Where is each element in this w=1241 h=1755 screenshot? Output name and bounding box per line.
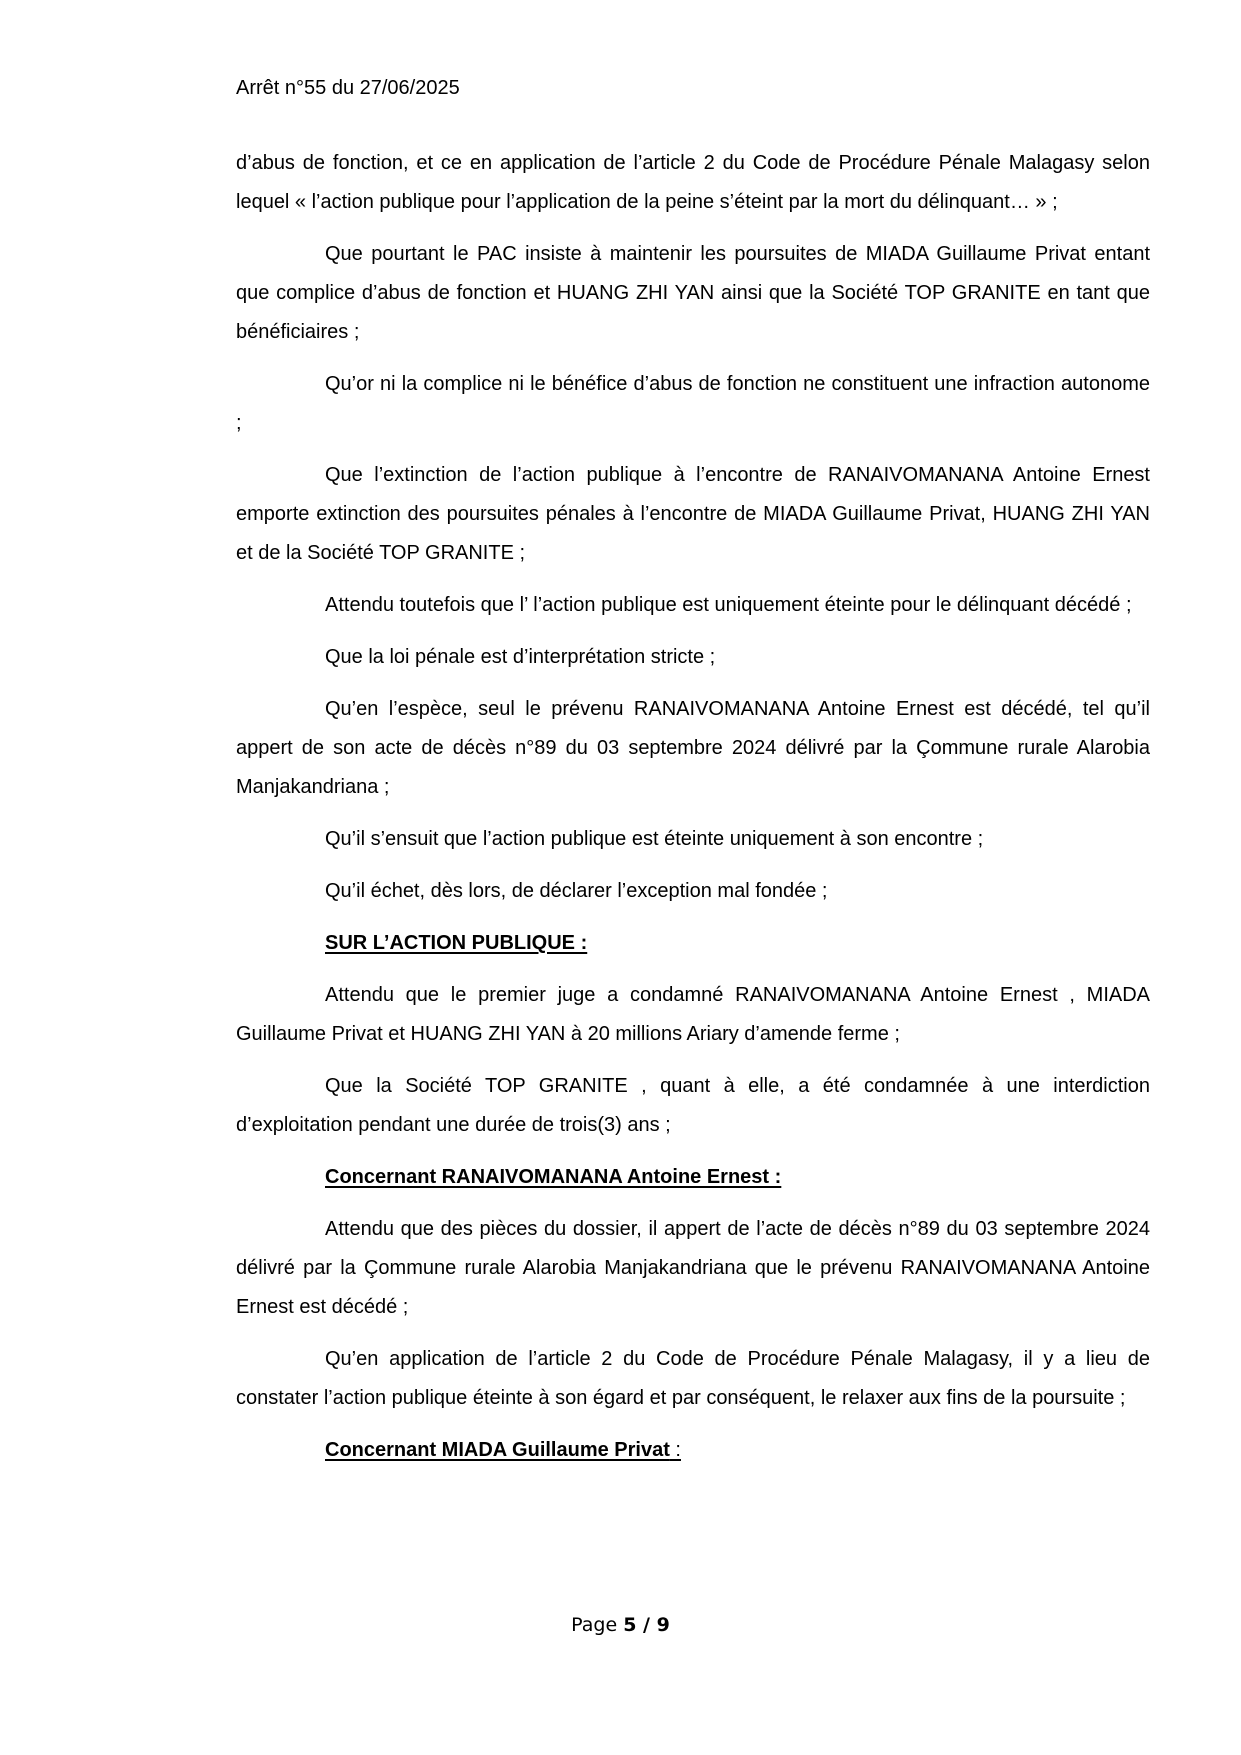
page-label: Page — [571, 1614, 624, 1636]
paragraph: Qu’il échet, dès lors, de déclarer l’exception mal fondée ; — [325, 880, 828, 902]
paragraph: Que la Société TOP GRANITE , quant à elle, a été condamnée à une interdiction d’exploitation pendant une durée de trois(3) ans ; — [236, 1075, 1150, 1136]
page-current: 5 — [623, 1614, 637, 1636]
section-heading-text: SUR L’ACTION PUBLIQUE : — [325, 932, 588, 954]
paragraph: Qu’en application de l’article 2 du Code de Procédure Pénale Malagasy, il y a lieu de constater l’action publique éteinte à son égard et par conséquent, le relaxer aux fins de la poursuite ; — [236, 1348, 1150, 1409]
subsection-heading — [236, 1431, 1150, 1470]
section-heading — [236, 924, 1150, 963]
paragraph: Attendu que le premier juge a condamné RANAIVOMANANA Antoine Ernest , MIADA Guillaume Privat et HUANG ZHI YAN à 20 millions Ariary d’amende ferme ; — [236, 984, 1150, 1045]
page-total: 9 — [656, 1614, 670, 1636]
paragraph: Que la loi pénale est d’interprétation stricte ; — [325, 646, 716, 668]
paragraph: d’abus de fonction, et ce en application de l’article 2 du Code de Procédure Pénale Malagasy selon lequel « l’action publique pour l’application de la peine s’éteint par la mort du délinquant… » ; — [236, 152, 1150, 213]
subsection-heading — [236, 1158, 1150, 1197]
paragraph: Attendu toutefois que l’ l’action publique est uniquement éteinte pour le délinquant décédé ; — [325, 594, 1132, 616]
page-separator: / — [636, 1614, 657, 1636]
paragraph: Qu’il s’ensuit que l’action publique est éteinte uniquement à son encontre ; — [325, 828, 984, 850]
paragraph: Qu’or ni la complice ni le bénéfice d’abus de fonction ne constituent une infraction autonome ; — [236, 373, 1150, 434]
document-body — [236, 144, 1150, 1483]
paragraph: Que pourtant le PAC insiste à maintenir les poursuites de MIADA Guillaume Privat entant que complice d’abus de fonction et HUANG ZHI YAN ainsi que la Société TOP GRANITE en tant que bénéficiaires ; — [236, 243, 1150, 343]
subsection-heading-text: Concernant RANAIVOMANANA Antoine Ernest : — [325, 1166, 782, 1188]
paragraph: Attendu que des pièces du dossier, il appert de l’acte de décès n°89 du 03 septembre 2024 délivré par la Çommune rurale Alarobia Manjakandriana que le prévenu RANAIVOMANANA Antoine Ernest est décédé ; — [236, 1218, 1150, 1318]
paragraph: Qu’en l’espèce, seul le prévenu RANAIVOMANANA Antoine Ernest est décédé, tel qu’il appert de son acte de décès n°89 du 03 septembre 2024 délivré par la Çommune rurale Alarobia Manjakandriana ; — [236, 698, 1150, 798]
subsection-heading-colon: : — [669, 1439, 681, 1461]
page-footer — [0, 1612, 1241, 1638]
subsection-heading-text: Concernant MIADA Guillaume Privat — [325, 1439, 670, 1461]
page-header: Arrêt n°55 du 27/06/2025 — [236, 77, 460, 99]
paragraph: Que l’extinction de l’action publique à l’encontre de RANAIVOMANANA Antoine Ernest emporte extinction des poursuites pénales à l’encontre de MIADA Guillaume Privat, HUANG ZHI YAN et de la Société TOP GRANITE ; — [236, 464, 1150, 564]
